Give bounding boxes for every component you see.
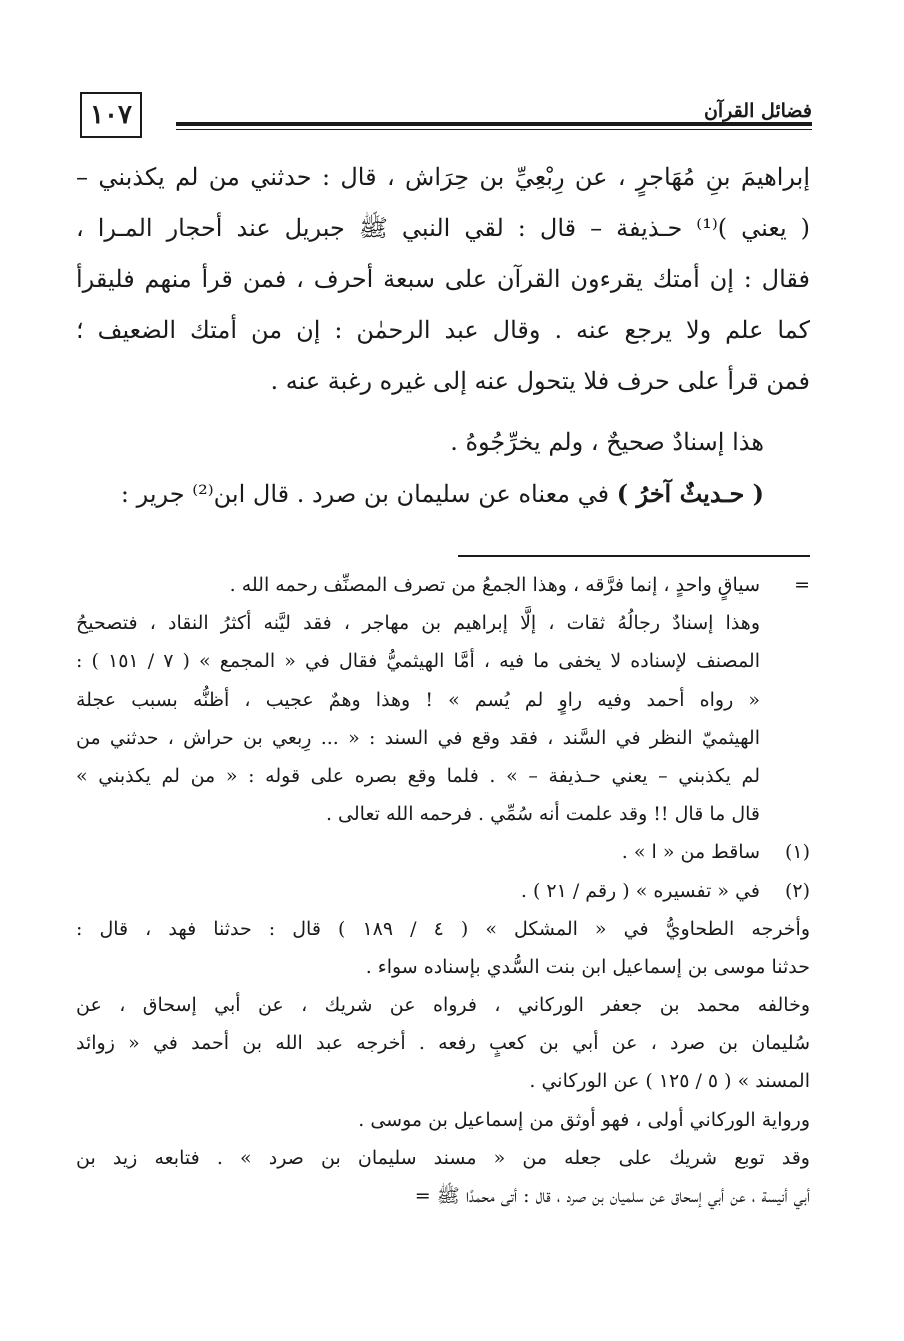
footnote-line: ورواية الوركاني أولى ، فهو أوثق من إسماعيل بن موسى .: [358, 1108, 810, 1131]
footnote-2: [76, 872, 810, 910]
footnotes: [76, 566, 810, 1215]
footnote-line: سياقٍ واحدٍ ، إنما فرَّقه ، وهذا الجمعُ من تصرف المصنِّف رحمه الله .: [229, 574, 760, 596]
footnote-line: وأخرجه الطحاويُّ في « المشكل » ( ٤ / ١٨٩ ) قال : حدثنا فهد ، قال :: [76, 917, 810, 940]
main-line: فمن قرأ على حرف فلا يتحول عنه إلى غيره رغبة عنه .: [270, 367, 810, 395]
footnote-line: أبي أنيسة ، عن أبي إسحاق عن سلميان بن صرد ، قال : أتى محمدًا ﷺ =: [414, 1185, 810, 1207]
footnote-line: الهيثميّ النظر في السَّند ، فقد وقع في السند : « ... رِبعي بن حراش ، حدثني من: [76, 726, 760, 749]
footnote-line: حدثنا موسى بن إسماعيل ابن بنت السُّدي بإسناده سواء .: [365, 955, 810, 978]
main-line: ( يعني )⁽¹⁾ حـذيفة – قال : لقي النبي ﷺ جبريل عند أحجار المـرا ،: [76, 214, 810, 242]
main-text: [76, 152, 810, 519]
next-hadith-label: ( حـديثٌ آخرُ ): [616, 479, 764, 508]
footnote-2-marker: (٢): [784, 879, 810, 902]
footnote-line: قال ما قال !! وقد علمت أنه سُمِّي . فرحمه الله تعالى .: [325, 803, 760, 826]
running-header-title: فضائل القرآن: [703, 100, 812, 122]
footnote-separator: [458, 555, 810, 557]
main-line: إبراهيمَ بنِ مُهَاجرٍ ، عن رِبْعِيِّ بن حِرَاش ، قال : حدثني من لم يكذبني –: [76, 163, 810, 191]
main-line: فقال : إن أمتك يقرءون القرآن على سبعة أحرف ، فمن قرأ منهم فليقرأ: [76, 265, 810, 293]
main-line: كما علم ولا يرجع عنه . وقال عبد الرحمٰن : إن من أمتك الضعيف ؛: [76, 316, 810, 344]
header-rule: [176, 122, 812, 126]
footnote-line: وقد توبع شريك على جعله من « مسند سليمان بن صرد » . فتابعه زيد بن: [76, 1146, 810, 1169]
footnote-line: وخالفه محمد بن جعفر الوركاني ، فرواه عن شريك ، عن أبي إسحاق ، عن: [76, 994, 810, 1017]
footnote-line: المصنف لإسناده لا يخفى ما فيه ، أمَّا الهيثميُّ فقال في « المجمع » ( ٧ / ١٥١ ) :: [76, 650, 760, 673]
footnote-2-text: في « تفسيره » ( رقم / ٢١ ) .: [520, 879, 760, 902]
footnote-1: [76, 833, 810, 871]
verdict-line: هذا إسنادٌ صحيحٌ ، ولم يخرِّجُوهُ .: [450, 428, 764, 456]
footnote-line: « رواه أحمد وفيه راوٍ لم يُسم » ! وهذا وهمٌ عجيب ، أظنُّه بسبب عجلة: [76, 688, 760, 711]
continuation-marker: =: [794, 574, 810, 596]
footnote-1-text: ساقط من « ا » .: [621, 841, 760, 864]
footnote-line: سُليمان بن صرد ، عن أبي بن كعبٍ رفعه . أخرجه عبد الله بن أحمد في « زوائد: [76, 1032, 810, 1055]
footnote-1-marker: (١): [784, 841, 810, 864]
header-rule-thin: [176, 129, 812, 130]
footnote-line: لم يكذبني – يعني حـذيفة – » . فلما وقع بصره على قوله : « من لم يكذبني »: [76, 764, 760, 787]
footnote-line: وهذا إسنادٌ رجالُهُ ثقات ، إلَّا إبراهيم بن مهاجر ، فقد ليَّنه أكثرُ النقاد ، فتصحيحُ: [76, 612, 760, 635]
next-hadith-line: [76, 468, 810, 519]
next-hadith-text: في معناه عن سليمان بن صرد . قال ابن⁽²⁾ جرير :: [120, 480, 610, 508]
page-number: ١٠٧: [80, 92, 142, 138]
footnote-line: المسند » ( ٥ / ١٢٥ ) عن الوركاني .: [529, 1070, 810, 1093]
footnote-continuation-row: [76, 566, 810, 604]
